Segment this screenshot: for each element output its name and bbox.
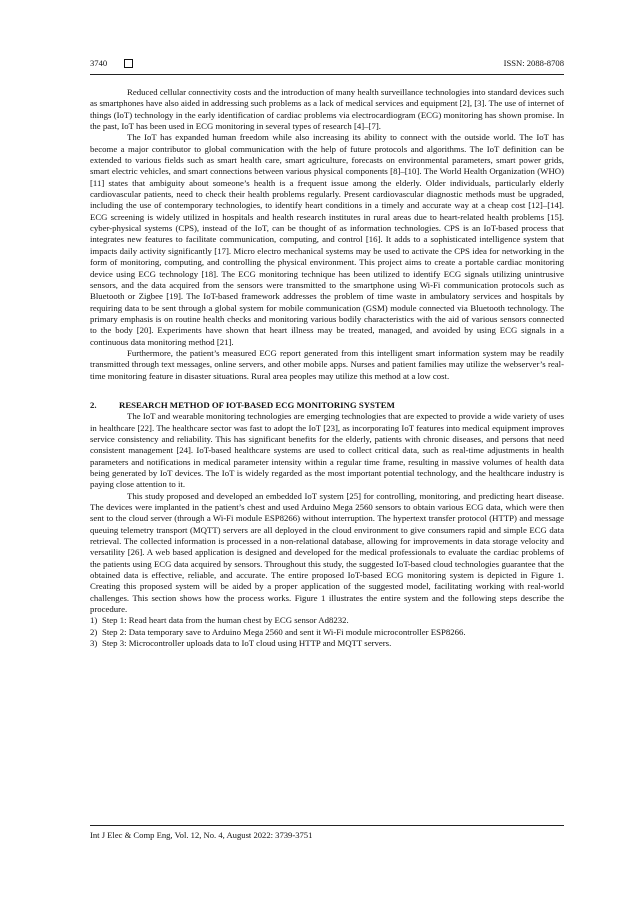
header-divider bbox=[90, 74, 564, 75]
body-paragraph: The IoT and wearable monitoring technologies are emerging technologies that are expected to provide a wide variety of uses in healthcare [22]. The healthcare sector was fast to adopt the IoT [23], as incorporating IoT features into medical equipment improves service consistency and reliability. This has significant benefits for the elderly, patients with chronic diseases, and persons that need consistent management [24]. IoT-based healthcare systems are used to collect critical data, such as real-time adjustments in health parameters and notifications in medical parameter intensity within a regular time frame, resulting in massive volumes of health data being generated by IoT devices. The IoT is widely regarded as the most important potential technology, and the healthcare industry is paying close attention to it. bbox=[90, 411, 564, 490]
section-title: RESEARCH METHOD OF IOT-BASED ECG MONITORING SYSTEM bbox=[119, 399, 395, 410]
list-item bbox=[90, 627, 564, 638]
footer-divider bbox=[90, 825, 564, 826]
step-number: 2) bbox=[90, 626, 98, 637]
article-body bbox=[90, 87, 564, 650]
checkbox-square-icon bbox=[124, 59, 133, 68]
issn-label: ISSN: 2088-8708 bbox=[503, 58, 564, 68]
list-item bbox=[90, 615, 564, 626]
body-paragraph: Reduced cellular connectivity costs and the introduction of many health surveillance technologies into standard devices such as smartphones have also aided in addressing such problems as a lack of medical services and equipment [2], [3]. The use of internet of things (IoT) technology in the early identification of cardiac problems via electrocardiogram (ECG) monitoring has shown promise. In the past, IoT has been used in ECG monitoring in several types of research [4]–[7]. bbox=[90, 87, 564, 132]
list-item bbox=[90, 638, 564, 649]
procedure-steps bbox=[90, 615, 564, 649]
body-paragraph: The IoT has expanded human freedom while also increasing its ability to connect with the outside world. The IoT has become a major contributor to global communication with the help of future protocols and algorithms. The IoT definition can be extended to various fields such as smart health care, smart agriculture, forecasts on environmental parameters, smart power grids, smart electric vehicles, and smart connections between various physical components [8]–[10]. The World Health Organization (WHO) [11] states that ambiguity about someone’s health is a frequent issue among the elderly. Older individuals, particularly elderly cardiovascular patients, need to check their health problems regularly. Present cardiovascular diagnostic methods must be upgraded, including the use of contemporary technologies, to identify heart conditions in a timely and accurate way at a cheap cost [12]–[14]. ECG screening is widely utilized in hospitals and health research institutes in rural areas due to heart-related health problems [15]. cyber-physical systems (CPS), instead of the IoT, can be thought of as information technologies. CPS is an IoT-based process that integrates new features to facilitate communication, computing, and control [16]. It adds to a sophisticated intelligence system that impacts daily activity significantly [17]. Micro electro mechanical systems may be used to activate the CPS idea for networking in the form of monitoring, computing, and controlling the physical environment. This project aims to create a portable cardiac monitoring device using ECG technology [18]. The ECG monitoring technique has been utilized to identify ECG signals utilizing unintrusive sensors, and the data acquired from the sensors were transmitted to the smartphone using Wi-Fi communication protocols such as Bluetooth or Zigbee [19]. The IoT-based framework addresses the problem of time waste in ambulatory services and hospitals by requiring data to be sent through a global system for mobile communication (GSM) module connected via Bluetooth technology. The primary emphasis is on routine health checks and monitoring various bodily characteristics with the aid of various sensors connected to the body [20]. Experiments have shown that heart illness may be treated, managed, and avoided by using ECG signals in a continuous data monitoring method [21]. bbox=[90, 132, 564, 347]
running-header bbox=[90, 58, 564, 70]
page-number: 3740 bbox=[90, 58, 108, 68]
step-number: 3) bbox=[90, 638, 98, 649]
body-paragraph: Furthermore, the patient’s measured ECG report generated from this intelligent smart information system may be readily transmitted through text messages, online servers, and other mobile apps. Nurses and patient families may utilize the webserver’s real-time monitoring feature in disaster situations. Rural area peoples may utilize this method at a low cost. bbox=[90, 347, 564, 381]
step-text: Step 2: Data temporary save to Arduino Mega 2560 and sent it Wi-Fi module microcontroller ESP8266. bbox=[102, 626, 466, 637]
body-paragraph: This study proposed and developed an embedded IoT system [25] for controlling, monitoring, and predicting heart disease. The devices were implanted in the patient’s chest and used Arduino Mega 2560 sensors to obtain various ECG data, which were then sent to the cloud server (through a Wi-Fi module ESP8266) without interruption. The hypertext transfer protocol (HTTP) and message queuing telemetry transport (MQTT) servers are all deployed in the cloud environment to give consumers rapid and simple ECG data retrieval. The collected information is processed in a non-relational database, allowing for improvements in data storage velocity and versatility [26]. A web based application is designed and developed for the medical professionals to evaluate the cardiac problems of the patients using ECG data acquired by sensors. Throughout this study, the suggested IoT-based cloud technologies guarantee that the obtained data is effective, reliable, and accurate. The entire proposed IoT-based ECG monitoring system is depicted in Figure 1. Creating this proposed system will be aided by a proper application of the suggested model, facilitating working with real-world challenges. This section shows how the process works. Figure 1 illustrates the entire system and the following steps describe the procedure. bbox=[90, 490, 564, 615]
section-number: 2. bbox=[90, 399, 97, 410]
step-text: Step 3: Microcontroller uploads data to IoT cloud using HTTP and MQTT servers. bbox=[102, 638, 392, 649]
step-number: 1) bbox=[90, 615, 98, 626]
section-heading bbox=[90, 400, 564, 411]
journal-citation: Int J Elec & Comp Eng, Vol. 12, No. 4, August 2022: 3739-3751 bbox=[90, 830, 313, 840]
step-text: Step 1: Read heart data from the human chest by ECG sensor Ad8232. bbox=[102, 615, 349, 626]
